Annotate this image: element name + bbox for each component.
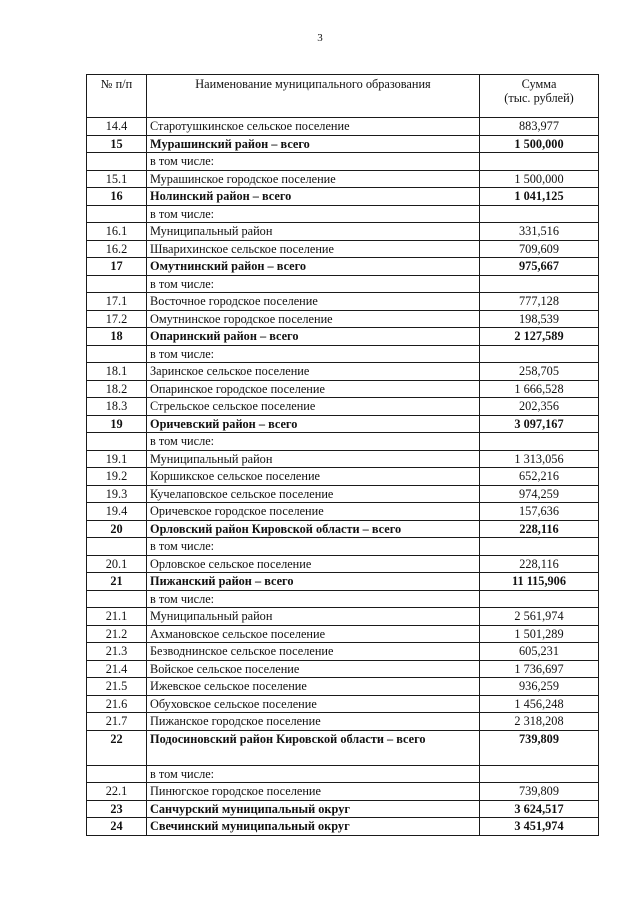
table-row	[87, 223, 599, 241]
row-number: 18.3	[87, 398, 147, 416]
row-name: Муниципальный район	[147, 450, 480, 468]
table-row	[87, 468, 599, 486]
table-row	[87, 818, 599, 836]
row-name: Опаринский район – всего	[147, 328, 480, 346]
row-number: 19.4	[87, 503, 147, 521]
row-name: Пижанский район – всего	[147, 573, 480, 591]
row-number	[87, 345, 147, 363]
row-name: в том числе:	[147, 590, 480, 608]
row-number: 17	[87, 258, 147, 276]
row-sum	[480, 538, 599, 556]
row-number: 16.2	[87, 240, 147, 258]
row-name: в том числе:	[147, 205, 480, 223]
row-sum	[480, 765, 599, 783]
row-number: 17.1	[87, 293, 147, 311]
budget-table	[86, 74, 599, 836]
row-sum	[480, 275, 599, 293]
row-name: в том числе:	[147, 538, 480, 556]
row-name: Муниципальный район	[147, 608, 480, 626]
row-number: 21.2	[87, 625, 147, 643]
row-name: Орловское сельское поселение	[147, 555, 480, 573]
table-row	[87, 643, 599, 661]
page-number: 3	[317, 32, 323, 44]
table-row	[87, 328, 599, 346]
row-number: 22.1	[87, 783, 147, 801]
row-number: 21.5	[87, 678, 147, 696]
row-name: Восточное городское поселение	[147, 293, 480, 311]
row-sum: 1 456,248	[480, 695, 599, 713]
row-name: Нолинский район – всего	[147, 188, 480, 206]
row-number: 15	[87, 135, 147, 153]
header-name: Наименование муниципального образования	[147, 75, 480, 118]
row-number: 18.1	[87, 363, 147, 381]
row-sum: 709,609	[480, 240, 599, 258]
header-sum	[480, 75, 599, 118]
table-row	[87, 800, 599, 818]
header-num: № п/п	[87, 75, 147, 118]
row-sum: 974,259	[480, 485, 599, 503]
table-row	[87, 608, 599, 626]
row-number: 14.4	[87, 118, 147, 136]
table-body	[87, 118, 599, 836]
row-sum: 202,356	[480, 398, 599, 416]
table-row	[87, 660, 599, 678]
row-sum	[480, 205, 599, 223]
row-number: 21.3	[87, 643, 147, 661]
table-row	[87, 310, 599, 328]
table-row	[87, 713, 599, 731]
table-row	[87, 485, 599, 503]
table-row	[87, 573, 599, 591]
row-number: 17.2	[87, 310, 147, 328]
row-name: в том числе:	[147, 345, 480, 363]
header-sum-line1: Сумма	[521, 77, 557, 91]
row-sum: 652,216	[480, 468, 599, 486]
table-row	[87, 450, 599, 468]
row-name: в том числе:	[147, 765, 480, 783]
row-number	[87, 538, 147, 556]
row-number: 19	[87, 415, 147, 433]
row-number: 19.3	[87, 485, 147, 503]
row-sum	[480, 153, 599, 171]
row-name: Пижанское городское поселение	[147, 713, 480, 731]
table-row	[87, 293, 599, 311]
row-name: Мурашинский район – всего	[147, 135, 480, 153]
table-row	[87, 765, 599, 783]
table-row	[87, 538, 599, 556]
table-row	[87, 695, 599, 713]
row-number: 18	[87, 328, 147, 346]
table-row	[87, 590, 599, 608]
row-number	[87, 765, 147, 783]
row-sum: 1 041,125	[480, 188, 599, 206]
row-name: Омутнинское городское поселение	[147, 310, 480, 328]
row-name: в том числе:	[147, 153, 480, 171]
row-sum: 739,809	[480, 730, 599, 765]
table-row	[87, 503, 599, 521]
row-name: Безводнинское сельское поселение	[147, 643, 480, 661]
row-number: 22	[87, 730, 147, 765]
table-header	[87, 75, 599, 118]
table-row	[87, 118, 599, 136]
table-row	[87, 240, 599, 258]
row-sum: 2 318,208	[480, 713, 599, 731]
row-name: Омутнинский район – всего	[147, 258, 480, 276]
row-number: 18.2	[87, 380, 147, 398]
table-row	[87, 363, 599, 381]
row-number: 16.1	[87, 223, 147, 241]
row-name: Ижевское сельское поселение	[147, 678, 480, 696]
table-row	[87, 275, 599, 293]
header-row	[87, 75, 599, 118]
row-name: Пинюгское городское поселение	[147, 783, 480, 801]
row-sum: 1 313,056	[480, 450, 599, 468]
row-name: Обуховское сельское поселение	[147, 695, 480, 713]
table-row	[87, 188, 599, 206]
row-name: Оричевский район – всего	[147, 415, 480, 433]
row-number: 21.6	[87, 695, 147, 713]
table-row	[87, 345, 599, 363]
table-row	[87, 555, 599, 573]
row-sum: 11 115,906	[480, 573, 599, 591]
row-number: 21.1	[87, 608, 147, 626]
row-name: Ахмановское сельское поселение	[147, 625, 480, 643]
table-row	[87, 415, 599, 433]
row-sum: 2 127,589	[480, 328, 599, 346]
table-row	[87, 520, 599, 538]
row-sum: 883,977	[480, 118, 599, 136]
table-row	[87, 433, 599, 451]
row-sum: 3 624,517	[480, 800, 599, 818]
row-sum: 1 666,528	[480, 380, 599, 398]
header-sum-line2: (тыс. рублей)	[504, 91, 574, 105]
row-sum: 228,116	[480, 555, 599, 573]
row-sum: 936,259	[480, 678, 599, 696]
row-number: 16	[87, 188, 147, 206]
table-row	[87, 153, 599, 171]
row-name: Оричевское городское поселение	[147, 503, 480, 521]
table-row	[87, 730, 599, 765]
row-name: Подосиновский район Кировской области – всего	[147, 730, 480, 765]
row-number: 23	[87, 800, 147, 818]
table-row	[87, 678, 599, 696]
row-sum: 228,116	[480, 520, 599, 538]
table-row	[87, 380, 599, 398]
row-number: 19.1	[87, 450, 147, 468]
row-sum: 1 500,000	[480, 135, 599, 153]
row-name: Опаринское городское поселение	[147, 380, 480, 398]
row-sum: 1 736,697	[480, 660, 599, 678]
row-name: Мурашинское городское поселение	[147, 170, 480, 188]
row-name: Войское сельское поселение	[147, 660, 480, 678]
row-name: Заринское сельское поселение	[147, 363, 480, 381]
row-number	[87, 433, 147, 451]
row-sum	[480, 433, 599, 451]
row-sum: 1 501,289	[480, 625, 599, 643]
row-name: Стрельское сельское поселение	[147, 398, 480, 416]
row-sum: 157,636	[480, 503, 599, 521]
row-number: 20.1	[87, 555, 147, 573]
table-row	[87, 170, 599, 188]
row-name: Коршикское сельское поселение	[147, 468, 480, 486]
row-number: 24	[87, 818, 147, 836]
row-sum: 739,809	[480, 783, 599, 801]
row-sum: 975,667	[480, 258, 599, 276]
row-sum: 3 451,974	[480, 818, 599, 836]
row-number	[87, 590, 147, 608]
row-sum: 605,231	[480, 643, 599, 661]
row-number: 19.2	[87, 468, 147, 486]
row-name: Свечинский муниципальный округ	[147, 818, 480, 836]
table-row	[87, 205, 599, 223]
row-name: Орловский район Кировской области – всего	[147, 520, 480, 538]
table-row	[87, 398, 599, 416]
row-number: 21.7	[87, 713, 147, 731]
row-name: Санчурский муниципальный округ	[147, 800, 480, 818]
row-name: Шварихинское сельское поселение	[147, 240, 480, 258]
row-number	[87, 153, 147, 171]
table-row	[87, 625, 599, 643]
row-sum: 258,705	[480, 363, 599, 381]
row-sum: 2 561,974	[480, 608, 599, 626]
row-sum	[480, 590, 599, 608]
row-name: в том числе:	[147, 433, 480, 451]
row-number	[87, 275, 147, 293]
row-sum: 777,128	[480, 293, 599, 311]
row-sum: 3 097,167	[480, 415, 599, 433]
row-number	[87, 205, 147, 223]
row-name: в том числе:	[147, 275, 480, 293]
table-row	[87, 258, 599, 276]
row-sum	[480, 345, 599, 363]
row-number: 21.4	[87, 660, 147, 678]
row-sum: 198,539	[480, 310, 599, 328]
row-number: 21	[87, 573, 147, 591]
row-number: 20	[87, 520, 147, 538]
row-name: Муниципальный район	[147, 223, 480, 241]
row-name: Кучелаповское сельское поселение	[147, 485, 480, 503]
row-sum: 331,516	[480, 223, 599, 241]
table-row	[87, 135, 599, 153]
row-number: 15.1	[87, 170, 147, 188]
row-name: Старотушкинское сельское поселение	[147, 118, 480, 136]
table-row	[87, 783, 599, 801]
row-sum: 1 500,000	[480, 170, 599, 188]
